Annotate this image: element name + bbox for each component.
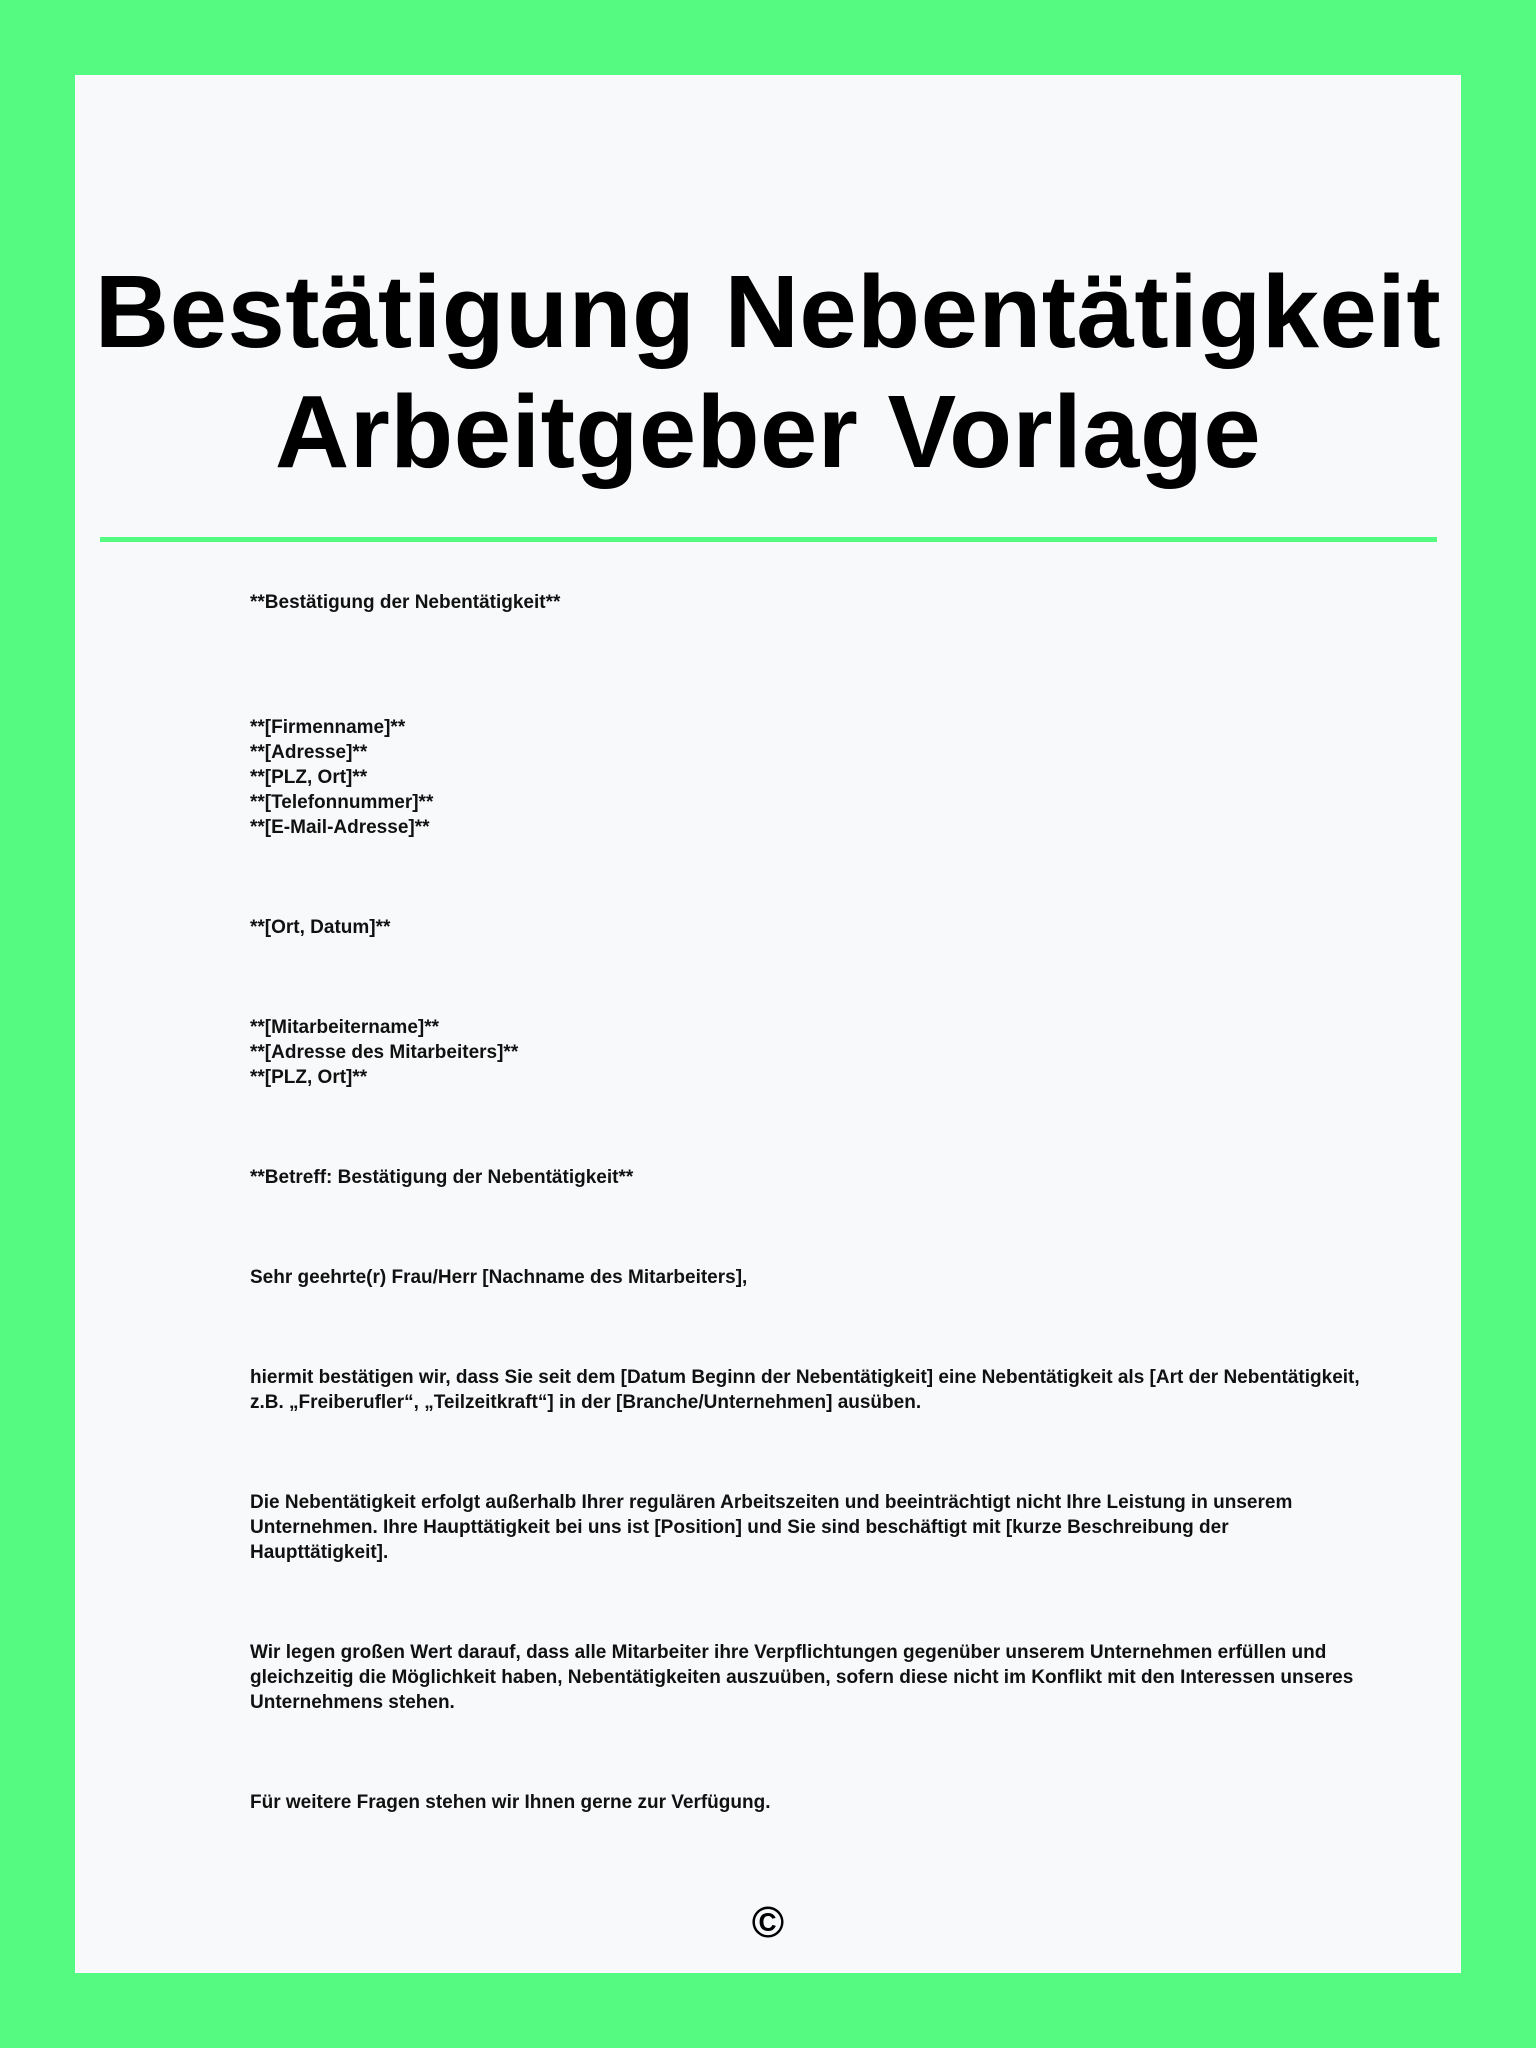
- letter-paragraph-2: Die Nebentätigkeit erfolgt außerhalb Ihrer regulären Arbeitszeiten und beeinträchtigt nicht Ihre Leistung in unserem Unternehmen. Ihre Haupttätigkeit bei uns ist [Position] und Sie sind beschäftigt mit [kurze Beschreibung der Haupttätigkeit].: [250, 1492, 1293, 1563]
- recipient-block: [250, 1015, 1370, 1090]
- letter-subject: **Betreff: Bestätigung der Nebentätigkeit**: [250, 1167, 634, 1188]
- page-title-line-2: Arbeitgeber Vorlage: [274, 374, 1262, 489]
- letter-salutation: Sehr geehrte(r) Frau/Herr [Nachname des Mitarbeiters],: [250, 1267, 748, 1288]
- letter-heading: **Bestätigung der Nebentätigkeit**: [250, 592, 561, 613]
- page-title-line-1: Bestätigung Nebentätigkeit: [94, 254, 1442, 369]
- place-date: **[Ort, Datum]**: [250, 917, 391, 938]
- copyright-icon: ©: [751, 1898, 785, 1947]
- letter-paragraph-3: Wir legen großen Wert darauf, dass alle Mitarbeiter ihre Verpflichtungen gegenüber unserem Unternehmen erfüllen und gleichzeitig die Möglichkeit haben, Nebentätigkeiten auszuüben, sofern diese nicht im Konflikt mit den Interessen unseres Unternehmens stehen.: [250, 1642, 1354, 1713]
- title-divider: [100, 537, 1437, 542]
- company-phone: **[Telefonnummer]**: [250, 792, 434, 813]
- company-email: **[E-Mail-Adresse]**: [250, 817, 430, 838]
- company-address: **[Adresse]**: [250, 742, 368, 763]
- company-block: [250, 715, 1370, 840]
- company-zip-city: **[PLZ, Ort]**: [250, 767, 368, 788]
- letter-paragraph-1: hiermit bestätigen wir, dass Sie seit dem [Datum Beginn der Nebentätigkeit] eine Nebentätigkeit als [Art der Nebentätigkeit, z.B. „Freiberufler“, „Teilzeitkraft“] in der [Branche/Unternehmen] ausüben.: [250, 1367, 1360, 1413]
- recipient-address: **[Adresse des Mitarbeiters]**: [250, 1042, 519, 1063]
- recipient-zip-city: **[PLZ, Ort]**: [250, 1067, 368, 1088]
- recipient-name: **[Mitarbeitername]**: [250, 1017, 439, 1038]
- company-name: **[Firmenname]**: [250, 717, 406, 738]
- letter-body: [250, 590, 1370, 1815]
- letter-closing: Für weitere Fragen stehen wir Ihnen gerne zur Verfügung.: [250, 1792, 771, 1813]
- page-title: [75, 252, 1461, 492]
- document-page: [75, 75, 1461, 1973]
